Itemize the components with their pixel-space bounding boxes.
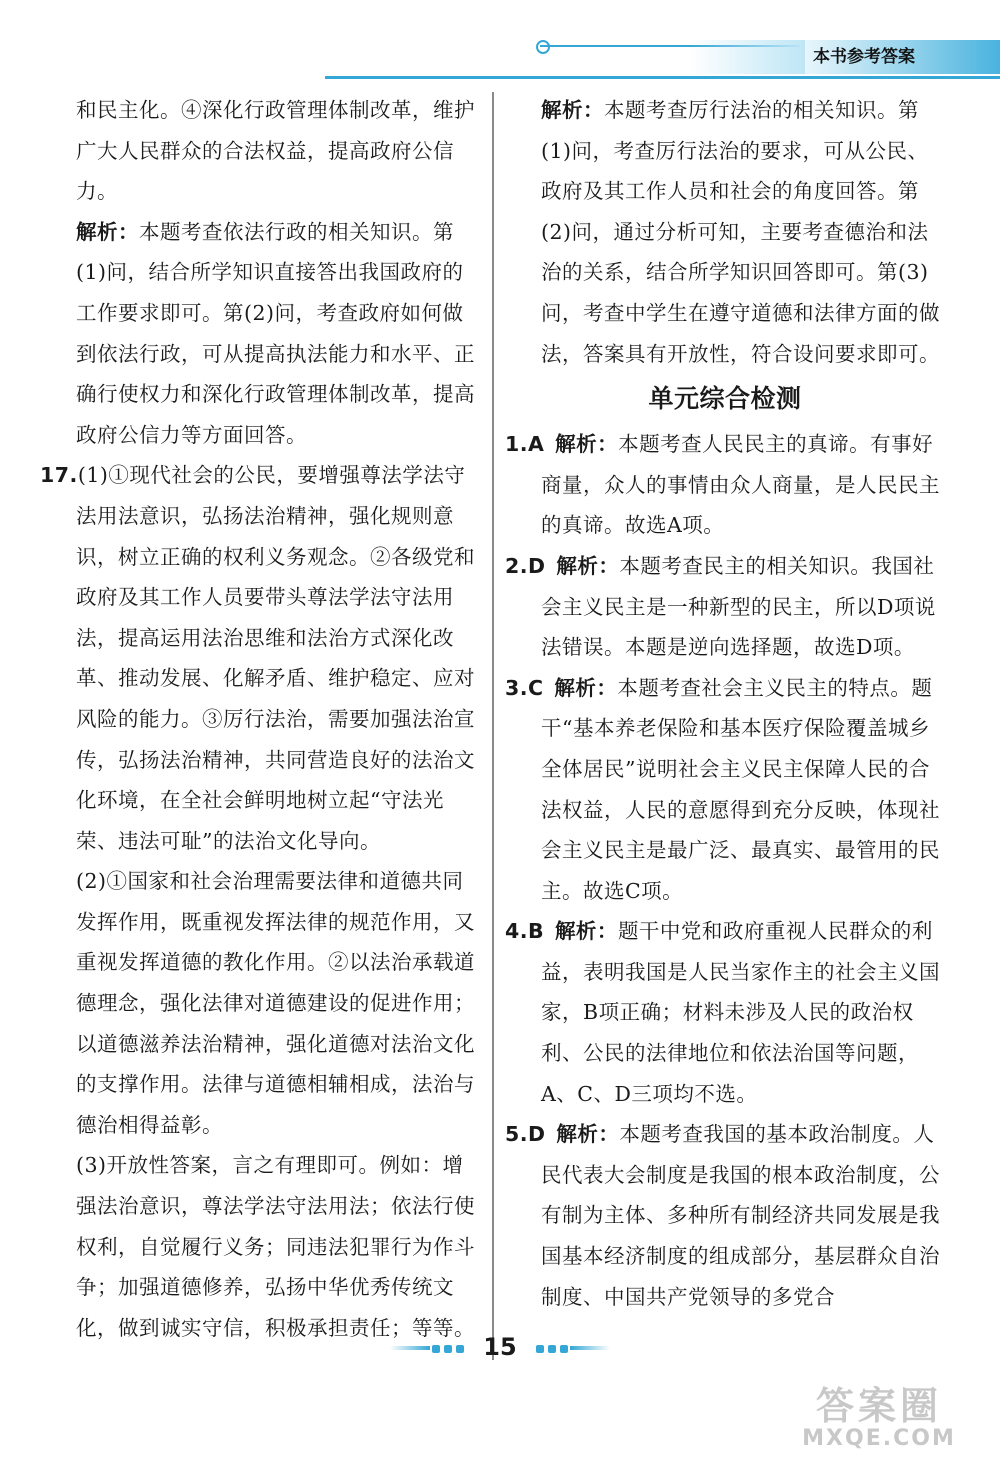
paragraph-text: 本题考查我国的基本政治制度。人民代表大会制度是我国的根本政治制度，公有制为主体、多种所有制经济共同发展是我国基本经济制度的组成部分，基层群众自治制度、中国共产党领导的多党合: [541, 1122, 940, 1309]
analysis-label: 解析：: [556, 1122, 620, 1147]
answer-item: [40, 455, 480, 861]
answer-item: [505, 668, 945, 912]
answer-number: 1.A: [505, 432, 545, 457]
text-paragraph: [40, 90, 480, 212]
column-divider: [492, 92, 494, 1360]
paragraph-text: 和民主化。④深化行政管理体制改革，维护广大人民群众的合法权益，提高政府公信力。: [76, 98, 475, 204]
section-heading: 单元综合检测: [648, 384, 802, 414]
text-paragraph: [40, 1145, 480, 1348]
answer-item: [505, 546, 945, 668]
analysis-paragraph: [40, 212, 480, 456]
analysis-label: 解析：: [76, 219, 139, 244]
paragraph-text: 题干中党和政府重视人民群众的利益，表明我国是人民当家作主的社会主义国家，B项正确；材料未涉及人民的政治权利、公民的法律地位和依法治国等问题，A、C、D三项均不选。: [541, 919, 940, 1106]
paragraph-text: 本题考查厉行法治的相关知识。第(1)问，考查厉行法治的要求，可从公民、政府及其工作人员和社会的角度回答。第(2)问，通过分析可知，主要考查德治和法治的关系，结合所学知识回答即可。第(3)问，考查中学生在遵守道德和法律方面的做法，答案具有开放性，符合设问要求即可。: [541, 98, 940, 366]
page-number: 15: [483, 1333, 517, 1361]
header-title: 本书参考答案: [805, 40, 1000, 74]
paragraph-text: (3)开放性答案，言之有理即可。例如：增强法治意识，尊法学法守法用法；依法行使权利，自觉履行义务；同违法犯罪行为作斗争；加强道德修养，弘扬中华优秀传统文化，做到诚实守信，积极承担责任；等等。: [76, 1153, 475, 1340]
watermark-logo: [764, 1386, 994, 1458]
analysis-label: 解析：: [556, 553, 620, 578]
answer-number: 2.D: [505, 553, 546, 578]
paragraph-text: (2)①国家和社会治理需要法律和道德共同发挥作用，既重视发挥法律的规范作用，又重视发挥道德的教化作用。②以法治承载道德理念，强化法律对道德建设的促进作用；以道德滋养法治精神，强化道德对法治文化的支撑作用。法律与道德相辅相成，法治与德治相得益彰。: [76, 869, 475, 1137]
analysis-label: 解析：: [555, 432, 619, 457]
footer-decoration-right: [534, 1338, 610, 1357]
answer-item: [505, 911, 945, 1114]
analysis-label: 解析：: [554, 919, 618, 944]
page-footer: [0, 1329, 1000, 1365]
answer-number: 4.B: [505, 919, 545, 944]
header-decoration-dot: [536, 40, 550, 54]
paragraph-text: 本题考查依法行政的相关知识。第(1)问，结合所学知识直接答出我国政府的工作要求即可。第(2)问，考查政府如何做到依法行政，可从提高执法能力和水平、正确行使权力和深化行政管理体制改革，提高政府公信力等方面回答。: [76, 219, 475, 447]
answer-item: [505, 424, 945, 546]
watermark-text-top: 答案圈: [815, 1384, 942, 1428]
paragraph-text: (1)①现代社会的公民，要增强尊法学法守法用法意识，弘扬法治精神，强化规则意识，树立正确的权利义务观念。②各级党和政府及其工作人员要带头尊法学法守法用法，提高运用法治思维和法治方式深化改革、推动发展、化解矛盾、维护稳定、应对风险的能力。③厉行法治，需要加强法治宣传，弘扬法治精神，共同营造良好的法治文化环境，在全社会鲜明地树立起“守法光荣、违法可耻”的法治文化导向。: [76, 463, 475, 853]
footer-decoration-left: [390, 1338, 466, 1357]
paragraph-text: 本题考查社会主义民主的特点。题干“基本养老保险和基本医疗保险覆盖城乡全体居民”说明社会主义民主保障人民的合法权益，人民的意愿得到充分反映，体现社会主义民主是最广泛、最真实、最管用的民主。故选C项。: [541, 675, 940, 903]
text-paragraph: [40, 861, 480, 1145]
header-decoration-fade: [690, 40, 805, 74]
analysis-paragraph: [505, 90, 945, 374]
right-column: [505, 90, 945, 1317]
analysis-label: 解析：: [541, 98, 604, 122]
watermark-text-bottom: MXQE.COM: [802, 1426, 956, 1451]
paragraph-text: 本题考查人民民主的真谛。有事好商量，众人的事情由众人商量，是人民民主的真谛。故选A项。: [541, 432, 940, 538]
answer-number: 17.: [40, 463, 78, 488]
answer-number: 5.D: [505, 1122, 546, 1147]
answer-item: [505, 1114, 945, 1317]
answer-number: 3.C: [505, 675, 544, 700]
left-column: [40, 90, 480, 1348]
paragraph-text: 本题考查民主的相关知识。我国社会主义民主是一种新型的民主，所以D项说法错误。本题是逆向选择题，故选D项。: [541, 553, 936, 660]
analysis-label: 解析：: [554, 675, 618, 700]
header-rule: [325, 76, 1000, 79]
